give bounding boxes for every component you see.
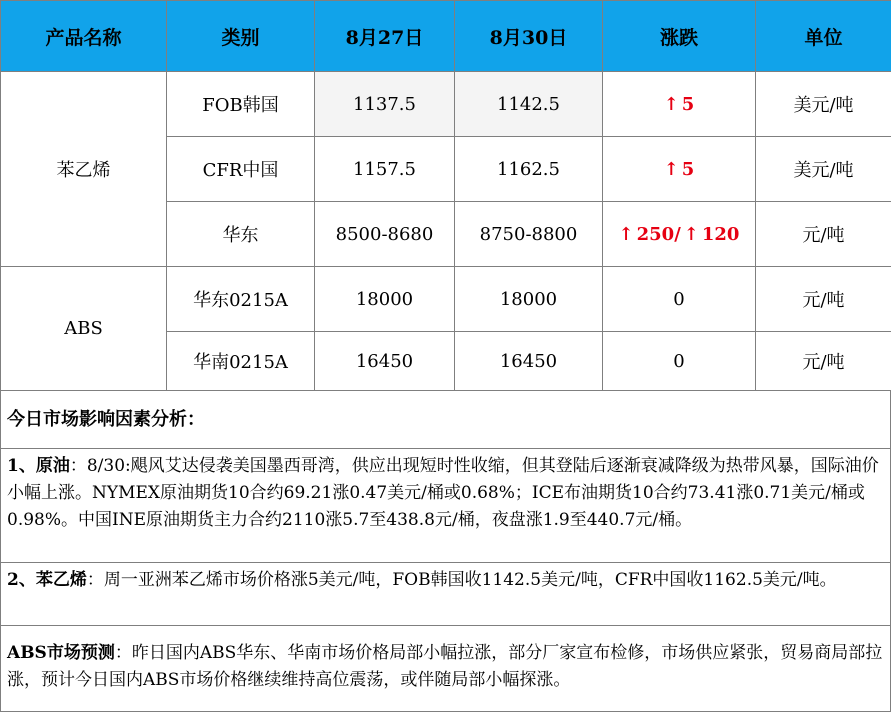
change-cell — [603, 202, 756, 267]
date2-cell: 1162.5 — [455, 137, 603, 202]
up-arrow-icon: ↑ — [618, 223, 634, 245]
change-value-a: 250/ — [636, 223, 681, 245]
date1-cell: 18000 — [315, 267, 455, 332]
styrene-label: 2、苯乙烯 — [7, 570, 87, 590]
unit-cell: 元/吨 — [756, 332, 891, 391]
change-value-b: 120 — [701, 223, 740, 245]
header-date-1: 8月27日 — [315, 1, 455, 72]
crude-paragraph — [0, 449, 891, 563]
crude-text: ：8/30:飓风艾达侵袭美国墨西哥湾，供应出现短时性收缩，但其登陆后逐渐衰减降级为热带风暴，国际油价小幅上涨。NYMEX原油期货10合约69.21涨0.47美元/桶或0.68%；ICE布油期货10合约73.41涨0.71美元/桶或0.98%。中国INE原油期货主力合约2110涨5.7至438.8元/桶，夜盘涨1.9至440.7元/桶。 — [7, 456, 879, 530]
up-arrow-icon: ↑ — [663, 158, 679, 180]
up-arrow-icon: ↑ — [663, 93, 679, 115]
category-cell: FOB韩国 — [167, 72, 315, 137]
forecast-label: ABS市场预测 — [7, 643, 115, 663]
table-header-row — [1, 1, 891, 72]
header-unit: 单位 — [756, 1, 891, 72]
header-date-2: 8月30日 — [455, 1, 603, 72]
change-cell: 0 — [603, 332, 756, 391]
unit-cell: 元/吨 — [756, 202, 891, 267]
analysis-title: 今日市场影响因素分析： — [0, 391, 891, 449]
table-row — [1, 72, 891, 137]
header-change: 涨跌 — [603, 1, 756, 72]
unit-cell: 美元/吨 — [756, 72, 891, 137]
header-product: 产品名称 — [1, 1, 167, 72]
date1-cell: 8500-8680 — [315, 202, 455, 267]
up-arrow-icon: ↑ — [683, 223, 699, 245]
analysis-section — [0, 391, 891, 712]
header-category: 类别 — [167, 1, 315, 72]
date2-cell: 1142.5 — [455, 72, 603, 137]
product-cell: ABS — [1, 267, 167, 391]
date2-cell: 18000 — [455, 267, 603, 332]
forecast-text: ：昨日国内ABS华东、华南市场价格局部小幅拉涨，部分厂家宣布检修，市场供应紧张，贸易商局部拉涨，预计今日国内ABS市场价格继续维持高位震荡，或伴随局部小幅探涨。 — [7, 643, 883, 690]
table-row — [1, 267, 891, 332]
date2-cell: 16450 — [455, 332, 603, 391]
change-value: 5 — [681, 93, 695, 115]
styrene-text: ：周一亚洲苯乙烯市场价格涨5美元/吨，FOB韩国收1142.5美元/吨，CFR中国收1162.5美元/吨。 — [86, 570, 837, 590]
date1-cell: 1157.5 — [315, 137, 455, 202]
date1-cell: 16450 — [315, 332, 455, 391]
crude-label: 1、原油 — [7, 456, 70, 476]
category-cell: 华南0215A — [167, 332, 315, 391]
category-cell: 华东0215A — [167, 267, 315, 332]
date1-cell: 1137.5 — [315, 72, 455, 137]
unit-cell: 元/吨 — [756, 267, 891, 332]
change-value: 5 — [681, 158, 695, 180]
unit-cell: 美元/吨 — [756, 137, 891, 202]
category-cell: 华东 — [167, 202, 315, 267]
change-cell — [603, 137, 756, 202]
change-cell: 0 — [603, 267, 756, 332]
date2-cell: 8750-8800 — [455, 202, 603, 267]
forecast-paragraph — [0, 626, 891, 712]
change-cell — [603, 72, 756, 137]
category-cell: CFR中国 — [167, 137, 315, 202]
styrene-paragraph — [0, 563, 891, 626]
product-cell: 苯乙烯 — [1, 72, 167, 267]
